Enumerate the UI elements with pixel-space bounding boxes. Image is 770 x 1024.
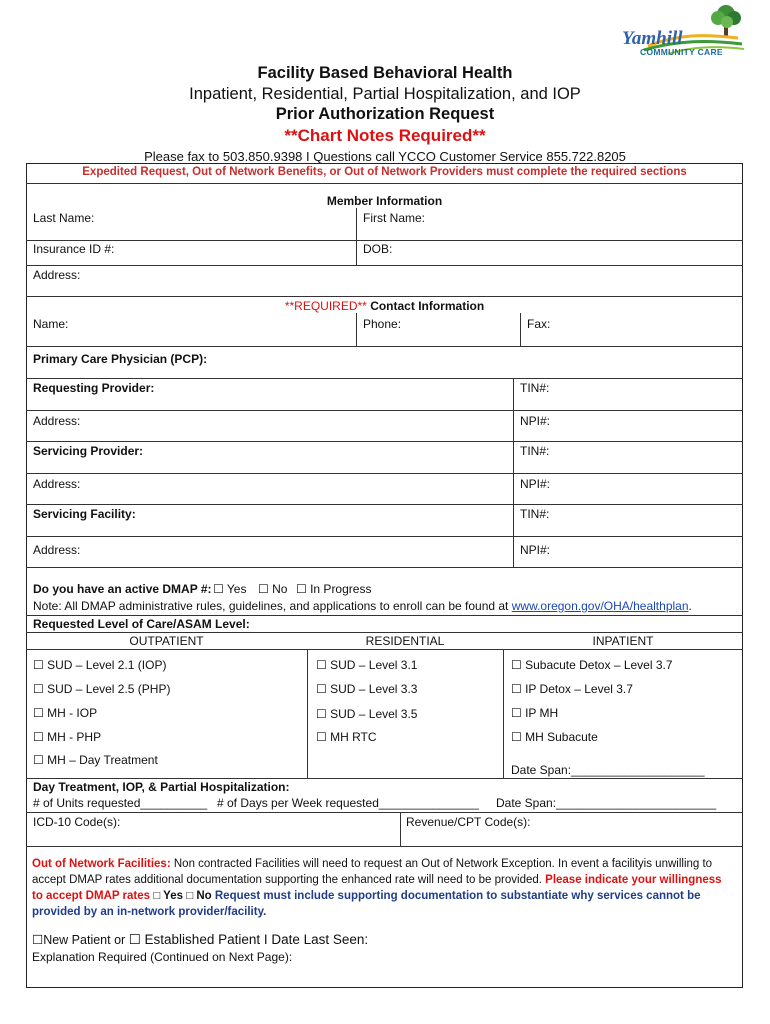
column-divider (520, 313, 521, 346)
first-name-field[interactable]: First Name: (363, 211, 426, 225)
dmap-in-progress-checkbox[interactable]: ☐ In Progress (296, 582, 372, 596)
explanation-field[interactable]: Explanation Required (Continued on Next Page): (32, 950, 293, 964)
dmap-note (33, 599, 692, 613)
divider (26, 615, 743, 616)
units-requested-field[interactable]: # of Units requested__________ (33, 796, 208, 810)
mh-iop-checkbox[interactable]: ☐ MH - IOP (33, 706, 98, 720)
oon-label: Out of Network Facilities: (32, 858, 171, 870)
divider (26, 346, 743, 347)
dmap-no-checkbox[interactable]: ☐ No (258, 582, 288, 596)
divider (26, 441, 743, 442)
sud-level-3-1-checkbox[interactable]: ☐ SUD – Level 3.1 (316, 658, 418, 672)
out-of-network-notice (32, 856, 732, 920)
mh-php-checkbox[interactable]: ☐ MH - PHP (33, 730, 102, 744)
last-name-field[interactable]: Last Name: (33, 211, 95, 225)
established-patient-checkbox[interactable]: ☐ Established Patient I Date Last Seen: (128, 932, 369, 947)
ip-detox-checkbox[interactable]: ☐ IP Detox – Level 3.7 (511, 682, 633, 696)
dmap-yes-checkbox[interactable]: ☐ Yes (213, 582, 247, 596)
expedited-notice: Expedited Request, Out of Network Benefits, or Out of Network Providers must complete the required sections (82, 166, 687, 178)
servicing-provider-address-field[interactable]: Address: (33, 477, 81, 491)
column-divider (513, 378, 514, 567)
sud-level-2-5-checkbox[interactable]: ☐ SUD – Level 2.5 (PHP) (33, 682, 171, 696)
mh-subacute-checkbox[interactable]: ☐ MH Subacute (511, 730, 598, 744)
oon-no-checkbox[interactable]: □ No (183, 890, 212, 902)
requesting-npi-field[interactable]: NPI#: (520, 414, 551, 428)
dmap-note-period: . (688, 599, 692, 613)
divider (26, 778, 743, 779)
oon-documentation-requirement: Request must include supporting documentation to substantiate why services cannot be provided by an in-network provider/facility. (32, 890, 701, 918)
required-marker: **REQUIRED** (284, 299, 367, 313)
member-info-heading: Member Information (326, 194, 443, 208)
column-divider (307, 649, 308, 778)
requesting-provider-field[interactable]: Requesting Provider: (33, 381, 155, 395)
servicing-facility-field[interactable]: Servicing Facility: (33, 507, 136, 521)
divider (26, 649, 743, 650)
patient-status (32, 933, 368, 947)
servicing-facility-npi-field[interactable]: NPI#: (520, 543, 551, 557)
inpatient-date-span-field[interactable]: Date Span:____________________ (511, 763, 705, 777)
form-subtitle: Inpatient, Residential, Partial Hospitalization, and IOP (189, 85, 581, 103)
sud-level-3-3-checkbox[interactable]: ☐ SUD – Level 3.3 (316, 682, 418, 696)
days-per-week-field[interactable]: # of Days per Week requested_______________ (217, 796, 479, 810)
dmap-link[interactable]: www.oregon.gov/OHA/healthplan (511, 599, 689, 613)
servicing-provider-field[interactable]: Servicing Provider: (33, 444, 144, 458)
dmap-question: Do you have an active DMAP #: (33, 582, 212, 596)
day-treatment-heading: Day Treatment, IOP, & Partial Hospitalization: (33, 780, 290, 794)
divider (26, 812, 743, 813)
contact-phone-field[interactable]: Phone: (363, 317, 402, 331)
divider (26, 567, 743, 568)
oon-yes-checkbox[interactable]: □ Yes (150, 890, 183, 902)
sud-level-3-5-checkbox[interactable]: ☐ SUD – Level 3.5 (316, 707, 418, 721)
divider (26, 240, 743, 241)
sud-level-2-1-checkbox[interactable]: ☐ SUD – Level 2.1 (IOP) (33, 658, 167, 672)
divider (26, 846, 743, 847)
form-title: Facility Based Behavioral Health (257, 64, 513, 82)
dmap-note-text: Note: All DMAP administrative rules, guidelines, and applications to enroll can be found at (33, 599, 509, 613)
divider (26, 296, 743, 297)
fax-instructions: Please fax to 503.850.9398 I Questions call YCCO Customer Service 855.722.8205 (144, 149, 626, 164)
ip-mh-checkbox[interactable]: ☐ IP MH (511, 706, 559, 720)
insurance-id-field[interactable]: Insurance ID #: (33, 242, 115, 256)
inpatient-column-header: INPATIENT (592, 634, 654, 648)
logo-name: Yamhill (622, 28, 683, 49)
divider (26, 473, 743, 474)
member-address-field[interactable]: Address: (33, 268, 81, 282)
requesting-address-field[interactable]: Address: (33, 414, 81, 428)
column-divider (356, 313, 357, 346)
care-level-heading: Requested Level of Care/ASAM Level: (33, 617, 250, 631)
icd10-code-field[interactable]: ICD-10 Code(s): (33, 815, 121, 829)
divider (26, 536, 743, 537)
contact-name-field[interactable]: Name: (33, 317, 69, 331)
divider (26, 410, 743, 411)
mh-rtc-checkbox[interactable]: ☐ MH RTC (316, 730, 377, 744)
servicing-facility-address-field[interactable]: Address: (33, 543, 81, 557)
dob-field[interactable]: DOB: (363, 242, 393, 256)
divider (26, 632, 743, 633)
mh-day-treatment-checkbox[interactable]: ☐ MH – Day Treatment (33, 753, 158, 767)
servicing-provider-npi-field[interactable]: NPI#: (520, 477, 551, 491)
divider (26, 183, 743, 184)
new-patient-checkbox[interactable]: ☐New Patient or (32, 933, 126, 947)
subacute-detox-checkbox[interactable]: ☐ Subacute Detox – Level 3.7 (511, 658, 673, 672)
divider (26, 504, 743, 505)
column-divider (503, 649, 504, 778)
revenue-cpt-code-field[interactable]: Revenue/CPT Code(s): (406, 815, 531, 829)
column-divider (400, 812, 401, 846)
divider (26, 378, 743, 379)
column-divider (356, 208, 357, 265)
outpatient-column-header: OUTPATIENT (129, 634, 204, 648)
chart-notes-required: **Chart Notes Required** (284, 126, 486, 145)
contact-heading-label: Contact Information (370, 299, 485, 313)
oon-text: Non contracted Facilities will need to request an Out of Network Exception. In event a facilityis unwilling to accept DMAP rates additional documentation supporting the enhanced rate will need to be provided. (32, 858, 713, 886)
servicing-provider-tin-field[interactable]: TIN#: (520, 444, 550, 458)
pcp-field[interactable]: Primary Care Physician (PCP): (33, 352, 208, 366)
divider (26, 265, 743, 266)
day-treatment-date-span-field[interactable]: Date Span:________________________ (496, 796, 717, 810)
requesting-tin-field[interactable]: TIN#: (520, 381, 550, 395)
oon-please: Please indicate your willingness to accept DMAP rates (32, 874, 722, 902)
servicing-facility-tin-field[interactable]: TIN#: (520, 507, 550, 521)
form-type: Prior Authorization Request (275, 105, 495, 123)
contact-info-heading (26, 299, 743, 313)
contact-fax-field[interactable]: Fax: (527, 317, 551, 331)
logo-subtitle: COMMUNITY CARE (640, 47, 723, 57)
residential-column-header: RESIDENTIAL (365, 634, 445, 648)
